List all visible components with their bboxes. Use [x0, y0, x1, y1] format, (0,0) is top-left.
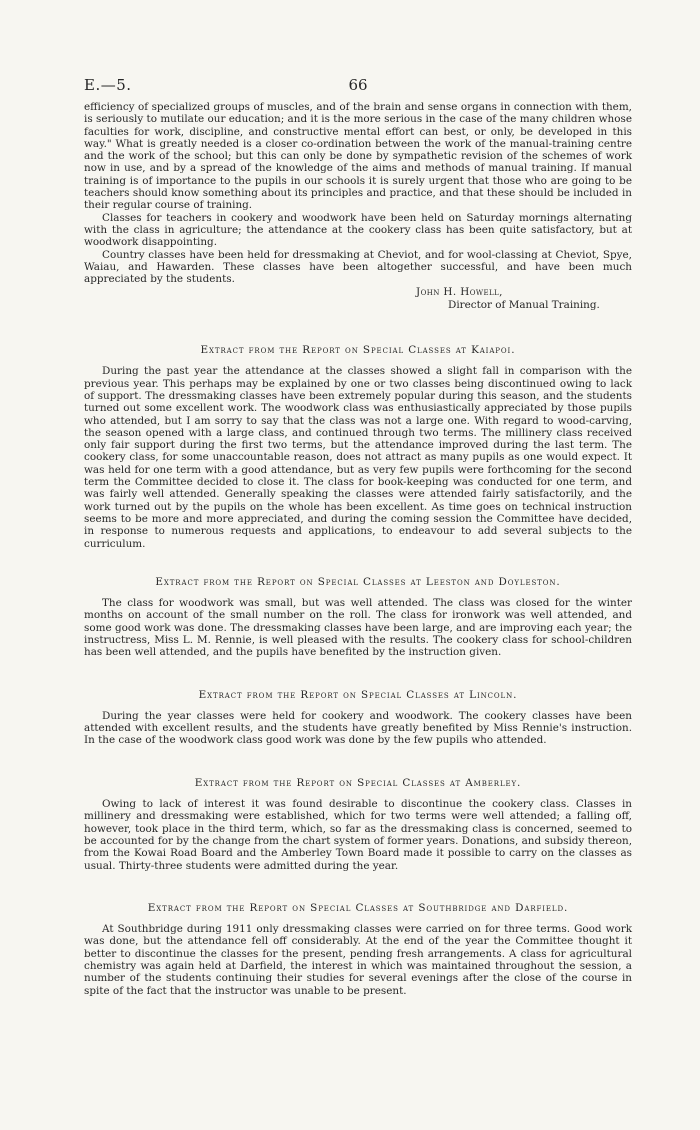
report-reference: E.—5. — [84, 76, 132, 94]
signature-name: John H. Howell, — [416, 286, 503, 299]
section-heading-leeston: Extract from the Report on Special Classes at Leeston and Doyleston. — [155, 575, 561, 588]
intro-paragraph-1: efficiency of specialized groups of muscles, and of the brain and sense organs in connection with them, is seriously to mutilate our education; and it is the more serious in the case of the many children whose faculties for work, discipline, and constructive mental effort can best, or only, be developed in this way." What is greatly needed is a closer co-ordination between the work of the manual-training centre and the work of the school; but this can only be done by sympathetic revision of the schemes of work now in use, and by a spread of the knowledge of the aims and methods of manual training. If manual training is of importance to the pupils in our schools it is surely urgent that those who are going to be teachers should know something about its principles and practice, and that these should be included in their regular course of training. — [84, 101, 632, 212]
signature-block — [84, 286, 632, 311]
section-body-leeston: The class for woodwork was small, but was well attended. The class was closed for the winter months on account of the small number on the roll. The class for ironwork was well attended, and some good work was done. The dressmaking classes have been large, and are improving each year; the instructress, Miss L. M. Rennie, is well pleased with the results. The cookery class for school-children has been well attended, and the pupils have benefited by the instruction given. — [84, 597, 632, 659]
signature-title: Director of Manual Training. — [448, 298, 600, 311]
section-heading-lincoln: Extract from the Report on Special Classes at Lincoln. — [198, 688, 518, 701]
section-heading-kaiapoi: Extract from the Report on Special Classes at Kaiapoi. — [200, 344, 516, 357]
section-body-amberley: Owing to lack of interest it was found desirable to discontinue the cookery class. Classes in millinery and dressmaking were established, which for two terms were well attended; a falling off, however, took place in the third term, which, so far as the dressmaking class is concerned, seemed to be accounted for by the change from the chart system of former years. Donations, and subsidy thereon, from the Kowai Road Board and the Amberley Town Board made it possible to carry on the classes as usual. Thirty-three students were admitted during the year. — [84, 798, 632, 872]
page-number: 66 — [348, 76, 368, 94]
page-body — [84, 101, 632, 997]
section-body-kaiapoi: During the past year the attendance at the classes showed a slight fall in comparison with the previous year. This perhaps may be explained by one or two classes being discontinued owing to lack of support. The dressmaking classes have been extremely popular during this season, and the students turned out some excellent work. The woodwork class was enthusiastically appreciated by those pupils who attended, but I am sorry to say that the class was not a large one. With regard to wood-carving, the season opened with a large class, and continued through two terms. The millinery class received only fair support during the first two terms, but the attendance improved during the last term. The cookery class, for some unaccountable reason, does not attract as many pupils as one would expect. It was held for one term with a good attendance, but as very few pupils were forthcoming for the second term the Committee decided to close it. The class for book-keeping was conducted for one term, and was fairly well attended. Generally speaking the classes were attended fairly satisfactorily, and the work turned out by the pupils on the whole has been excellent. As time goes on technical instruction seems to be more and more appreciated, and during the coming session the Committee have decided, in response to numerous requests and applications, to endeavour to add several subjects to the curriculum. — [84, 365, 632, 550]
section-heading-southbridge: Extract from the Report on Special Classes at Southbridge and Darfield. — [147, 901, 569, 914]
section-body-lincoln: During the year classes were held for cookery and woodwork. The cookery classes have been attended with excellent results, and the students have greatly benefited by Miss Rennie's instruction. In the case of the woodwork class good work was done by the few pupils who attended. — [84, 709, 632, 747]
intro-paragraph-3: Country classes have been held for dressmaking at Cheviot, and for wool-classing at Cheviot, Spye, Waiau, and Hawarden. These classes have been altogether successful, and have been much appreciated by the students. — [84, 248, 632, 286]
page-header — [84, 76, 632, 96]
intro-paragraph-2: Classes for teachers in cookery and woodwork have been held on Saturday mornings alternating with the class in agriculture; the attendance at the cookery class has been quite satisfactory, but at woodwork disappointing. — [84, 211, 632, 249]
section-body-southbridge: At Southbridge during 1911 only dressmaking classes were carried on for three terms. Good work was done, but the attendance fell off considerably. At the end of the year the Committee thought it better to discontinue the classes for the present, pending fresh arrangements. A class for agricultural chemistry was again held at Darfield, the interest in which was maintained throughout the session, a number of the students continuing their studies for several evenings after the close of the course in spite of the fact that the instructor was unable to be present. — [84, 923, 632, 997]
section-heading-amberley: Extract from the Report on Special Classes at Amberley. — [194, 776, 522, 789]
